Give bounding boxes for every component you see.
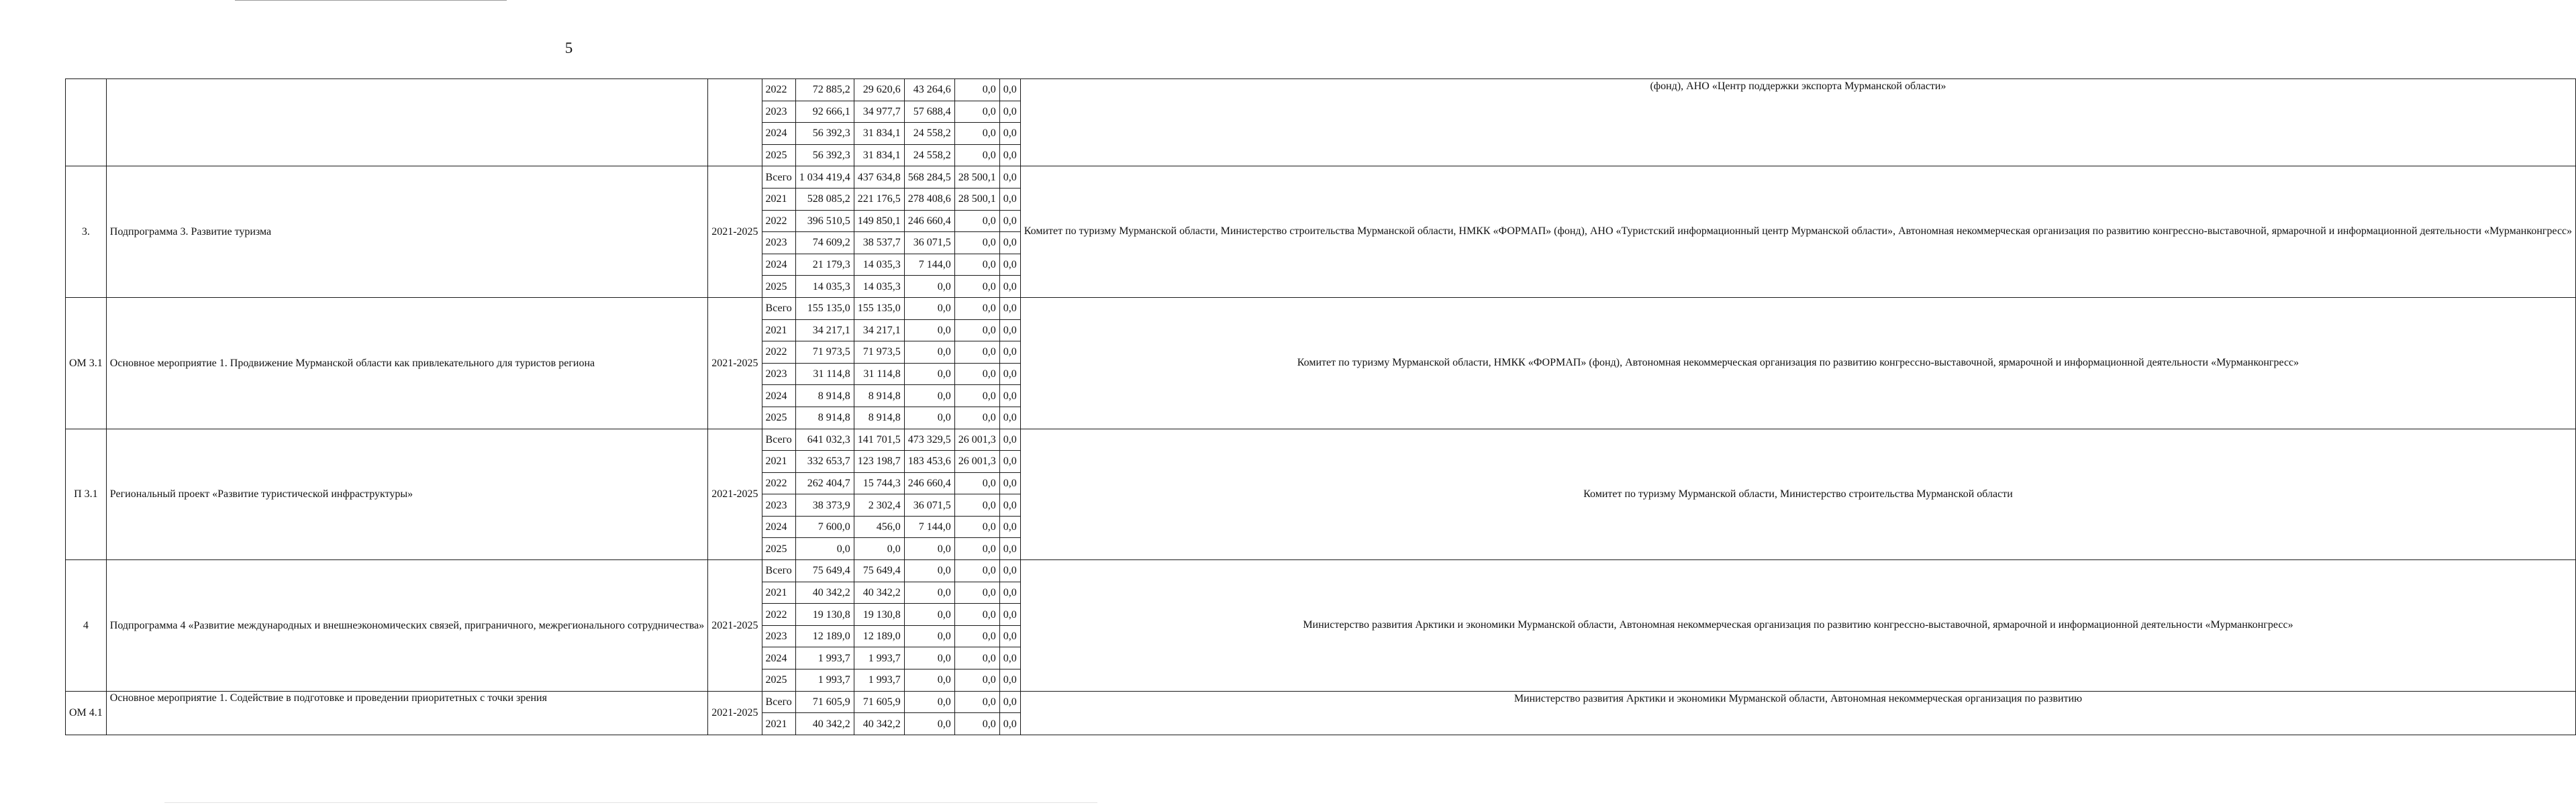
year-cell: 2023 bbox=[762, 363, 795, 385]
year-cell: 2025 bbox=[762, 407, 795, 429]
value-cell: 183 453,6 bbox=[904, 451, 954, 473]
year-cell: Всего bbox=[762, 560, 795, 582]
value-cell: 0,0 bbox=[999, 429, 1020, 451]
value-cell: 0,0 bbox=[904, 604, 954, 626]
year-cell: 2022 bbox=[762, 210, 795, 232]
value-cell: 28 500,1 bbox=[954, 188, 999, 210]
value-cell: 8 914,8 bbox=[854, 385, 904, 407]
value-cell: 0,0 bbox=[999, 713, 1020, 735]
value-cell: 0,0 bbox=[904, 341, 954, 364]
row-period: 2021-2025 bbox=[708, 429, 762, 560]
value-cell: 0,0 bbox=[999, 363, 1020, 385]
value-cell: 24 558,2 bbox=[904, 144, 954, 166]
value-cell: 0,0 bbox=[999, 210, 1020, 232]
value-cell: 31 114,8 bbox=[795, 363, 854, 385]
value-cell: 43 264,6 bbox=[904, 79, 954, 101]
value-cell: 0,0 bbox=[954, 516, 999, 538]
value-cell: 0,0 bbox=[954, 276, 999, 298]
value-cell: 246 660,4 bbox=[904, 472, 954, 494]
table-row bbox=[66, 79, 2576, 101]
value-cell: 0,0 bbox=[999, 144, 1020, 166]
value-cell: 437 634,8 bbox=[854, 166, 904, 189]
value-cell: 92 666,1 bbox=[795, 101, 854, 123]
value-cell: 0,0 bbox=[954, 297, 999, 319]
value-cell: 40 342,2 bbox=[795, 582, 854, 604]
year-cell: 2025 bbox=[762, 538, 795, 560]
value-cell: 0,0 bbox=[954, 341, 999, 364]
value-cell: 0,0 bbox=[999, 254, 1020, 276]
row-name: Основное мероприятие 1. Продвижение Мурманской области как привлекательного для туристов региона bbox=[106, 297, 707, 429]
year-cell: 2021 bbox=[762, 713, 795, 735]
value-cell: 0,0 bbox=[954, 363, 999, 385]
value-cell: 332 653,7 bbox=[795, 451, 854, 473]
value-cell: 0,0 bbox=[904, 560, 954, 582]
row-executor: (фонд), АНО «Центр поддержки экспорта Мурманской области» bbox=[1020, 79, 2575, 166]
value-cell: 0,0 bbox=[999, 669, 1020, 692]
value-cell: 21 179,3 bbox=[795, 254, 854, 276]
value-cell: 0,0 bbox=[999, 625, 1020, 647]
value-cell: 123 198,7 bbox=[854, 451, 904, 473]
value-cell: 75 649,4 bbox=[854, 560, 904, 582]
value-cell: 71 605,9 bbox=[854, 691, 904, 713]
value-cell: 1 993,7 bbox=[854, 647, 904, 669]
value-cell: 0,0 bbox=[954, 385, 999, 407]
value-cell: 0,0 bbox=[954, 713, 999, 735]
value-cell: 0,0 bbox=[904, 538, 954, 560]
year-cell: Всего bbox=[762, 297, 795, 319]
year-cell: 2024 bbox=[762, 385, 795, 407]
value-cell: 7 600,0 bbox=[795, 516, 854, 538]
row-code: ОМ 4.1 bbox=[66, 691, 107, 735]
value-cell: 528 085,2 bbox=[795, 188, 854, 210]
value-cell: 15 744,3 bbox=[854, 472, 904, 494]
value-cell: 396 510,5 bbox=[795, 210, 854, 232]
value-cell: 278 408,6 bbox=[904, 188, 954, 210]
year-cell: 2022 bbox=[762, 341, 795, 364]
value-cell: 31 834,1 bbox=[854, 123, 904, 145]
value-cell: 0,0 bbox=[954, 254, 999, 276]
value-cell: 0,0 bbox=[954, 79, 999, 101]
year-cell: 2025 bbox=[762, 144, 795, 166]
year-cell: 2021 bbox=[762, 582, 795, 604]
value-cell: 641 032,3 bbox=[795, 429, 854, 451]
value-cell: 0,0 bbox=[999, 582, 1020, 604]
year-cell: 2023 bbox=[762, 625, 795, 647]
value-cell: 0,0 bbox=[904, 407, 954, 429]
value-cell: 1 993,7 bbox=[854, 669, 904, 692]
value-cell: 0,0 bbox=[954, 625, 999, 647]
value-cell: 0,0 bbox=[999, 538, 1020, 560]
value-cell: 0,0 bbox=[954, 319, 999, 341]
value-cell: 0,0 bbox=[854, 538, 904, 560]
value-cell: 0,0 bbox=[904, 297, 954, 319]
row-name: Основное мероприятие 1. Содействие в подготовке и проведении приоритетных с точки зрения bbox=[106, 691, 707, 735]
table-row bbox=[66, 429, 2576, 451]
value-cell: 56 392,3 bbox=[795, 123, 854, 145]
value-cell: 0,0 bbox=[904, 669, 954, 692]
value-cell: 1 993,7 bbox=[795, 669, 854, 692]
value-cell: 262 404,7 bbox=[795, 472, 854, 494]
row-executor: Комитет по туризму Мурманской области, Министерство строительства Мурманской области bbox=[1020, 429, 2575, 560]
value-cell: 38 373,9 bbox=[795, 494, 854, 517]
row-executor: Комитет по туризму Мурманской области, Министерство строительства Мурманской области, НМКК «ФОРМАП» (фонд), АНО «Туристский информационный центр Мурманской области», Автономная некоммерческая организация по развитию конгрессно-выставочной, ярмарочной и информационной деятельности «Мурманконгресс» bbox=[1020, 166, 2575, 298]
value-cell: 14 035,3 bbox=[854, 276, 904, 298]
value-cell: 0,0 bbox=[999, 472, 1020, 494]
year-cell: Всего bbox=[762, 166, 795, 189]
value-cell: 71 973,5 bbox=[795, 341, 854, 364]
value-cell: 7 144,0 bbox=[904, 516, 954, 538]
value-cell: 8 914,8 bbox=[854, 407, 904, 429]
value-cell: 0,0 bbox=[999, 451, 1020, 473]
year-cell: 2024 bbox=[762, 123, 795, 145]
year-cell: 2022 bbox=[762, 604, 795, 626]
value-cell: 0,0 bbox=[904, 713, 954, 735]
value-cell: 473 329,5 bbox=[904, 429, 954, 451]
value-cell: 26 001,3 bbox=[954, 451, 999, 473]
row-name bbox=[106, 79, 707, 166]
row-period: 2021-2025 bbox=[708, 297, 762, 429]
value-cell: 0,0 bbox=[954, 669, 999, 692]
value-cell: 456,0 bbox=[854, 516, 904, 538]
value-cell: 31 834,1 bbox=[854, 144, 904, 166]
value-cell: 0,0 bbox=[795, 538, 854, 560]
value-cell: 0,0 bbox=[999, 319, 1020, 341]
value-cell: 34 217,1 bbox=[854, 319, 904, 341]
value-cell: 40 342,2 bbox=[795, 713, 854, 735]
year-cell: 2021 bbox=[762, 188, 795, 210]
value-cell: 12 189,0 bbox=[854, 625, 904, 647]
value-cell: 0,0 bbox=[904, 647, 954, 669]
value-cell: 149 850,1 bbox=[854, 210, 904, 232]
row-period: 2021-2025 bbox=[708, 560, 762, 692]
table-row bbox=[66, 560, 2576, 582]
year-cell: 2023 bbox=[762, 232, 795, 254]
value-cell: 0,0 bbox=[954, 560, 999, 582]
value-cell: 29 620,6 bbox=[854, 79, 904, 101]
value-cell: 2 302,4 bbox=[854, 494, 904, 517]
value-cell: 12 189,0 bbox=[795, 625, 854, 647]
value-cell: 1 993,7 bbox=[795, 647, 854, 669]
value-cell: 141 701,5 bbox=[854, 429, 904, 451]
value-cell: 0,0 bbox=[999, 297, 1020, 319]
value-cell: 0,0 bbox=[904, 276, 954, 298]
value-cell: 0,0 bbox=[904, 625, 954, 647]
value-cell: 71 605,9 bbox=[795, 691, 854, 713]
scan-artifact-bottom bbox=[164, 802, 1097, 803]
value-cell: 34 217,1 bbox=[795, 319, 854, 341]
value-cell: 0,0 bbox=[954, 647, 999, 669]
value-cell: 1 034 419,4 bbox=[795, 166, 854, 189]
row-period: 2021-2025 bbox=[708, 691, 762, 735]
value-cell: 0,0 bbox=[954, 123, 999, 145]
value-cell: 24 558,2 bbox=[904, 123, 954, 145]
value-cell: 0,0 bbox=[999, 188, 1020, 210]
row-code: 3. bbox=[66, 166, 107, 298]
year-cell: 2024 bbox=[762, 254, 795, 276]
value-cell: 72 885,2 bbox=[795, 79, 854, 101]
year-cell: 2024 bbox=[762, 647, 795, 669]
year-cell: 2021 bbox=[762, 319, 795, 341]
value-cell: 57 688,4 bbox=[904, 101, 954, 123]
value-cell: 26 001,3 bbox=[954, 429, 999, 451]
value-cell: 71 973,5 bbox=[854, 341, 904, 364]
budget-table bbox=[65, 78, 2576, 735]
value-cell: 0,0 bbox=[954, 538, 999, 560]
year-cell: 2024 bbox=[762, 516, 795, 538]
value-cell: 8 914,8 bbox=[795, 407, 854, 429]
value-cell: 155 135,0 bbox=[795, 297, 854, 319]
year-cell: 2021 bbox=[762, 451, 795, 473]
year-cell: Всего bbox=[762, 691, 795, 713]
value-cell: 0,0 bbox=[954, 210, 999, 232]
value-cell: 74 609,2 bbox=[795, 232, 854, 254]
value-cell: 0,0 bbox=[954, 604, 999, 626]
value-cell: 0,0 bbox=[954, 232, 999, 254]
year-cell: 2023 bbox=[762, 101, 795, 123]
value-cell: 0,0 bbox=[999, 560, 1020, 582]
value-cell: 7 144,0 bbox=[904, 254, 954, 276]
value-cell: 0,0 bbox=[999, 166, 1020, 189]
value-cell: 8 914,8 bbox=[795, 385, 854, 407]
value-cell: 0,0 bbox=[999, 232, 1020, 254]
row-period: 2021-2025 bbox=[708, 166, 762, 298]
value-cell: 568 284,5 bbox=[904, 166, 954, 189]
value-cell: 36 071,5 bbox=[904, 232, 954, 254]
value-cell: 28 500,1 bbox=[954, 166, 999, 189]
value-cell: 0,0 bbox=[999, 407, 1020, 429]
value-cell: 0,0 bbox=[904, 385, 954, 407]
value-cell: 0,0 bbox=[954, 101, 999, 123]
value-cell: 0,0 bbox=[954, 407, 999, 429]
table-row bbox=[66, 691, 2576, 713]
year-cell: 2022 bbox=[762, 79, 795, 101]
value-cell: 31 114,8 bbox=[854, 363, 904, 385]
value-cell: 0,0 bbox=[904, 691, 954, 713]
year-cell: 2025 bbox=[762, 276, 795, 298]
value-cell: 0,0 bbox=[954, 582, 999, 604]
value-cell: 0,0 bbox=[954, 494, 999, 517]
row-code bbox=[66, 79, 107, 166]
value-cell: 0,0 bbox=[904, 319, 954, 341]
table-row bbox=[66, 166, 2576, 189]
value-cell: 155 135,0 bbox=[854, 297, 904, 319]
value-cell: 19 130,8 bbox=[854, 604, 904, 626]
value-cell: 246 660,4 bbox=[904, 210, 954, 232]
value-cell: 0,0 bbox=[999, 276, 1020, 298]
value-cell: 0,0 bbox=[999, 691, 1020, 713]
row-code: ОМ 3.1 bbox=[66, 297, 107, 429]
value-cell: 56 392,3 bbox=[795, 144, 854, 166]
value-cell: 221 176,5 bbox=[854, 188, 904, 210]
year-cell: 2025 bbox=[762, 669, 795, 692]
value-cell: 40 342,2 bbox=[854, 582, 904, 604]
value-cell: 0,0 bbox=[954, 144, 999, 166]
row-period bbox=[708, 79, 762, 166]
year-cell: 2023 bbox=[762, 494, 795, 517]
row-name: Подпрограмма 3. Развитие туризма bbox=[106, 166, 707, 298]
value-cell: 38 537,7 bbox=[854, 232, 904, 254]
year-cell: 2022 bbox=[762, 472, 795, 494]
value-cell: 19 130,8 bbox=[795, 604, 854, 626]
year-cell: Всего bbox=[762, 429, 795, 451]
value-cell: 0,0 bbox=[999, 647, 1020, 669]
row-name: Подпрограмма 4 «Развитие международных и внешнеэкономических связей, приграничного, межрегионального сотрудничества» bbox=[106, 560, 707, 692]
row-executor: Комитет по туризму Мурманской области, НМКК «ФОРМАП» (фонд), Автономная некоммерческая организация по развитию конгрессно-выставочной, ярмарочной и информационной деятельности «Мурманконгресс» bbox=[1020, 297, 2575, 429]
row-executor: Министерство развития Арктики и экономики Мурманской области, Автономная некоммерческая организация по развитию bbox=[1020, 691, 2575, 735]
value-cell: 0,0 bbox=[999, 516, 1020, 538]
value-cell: 0,0 bbox=[954, 472, 999, 494]
value-cell: 0,0 bbox=[904, 363, 954, 385]
value-cell: 14 035,3 bbox=[854, 254, 904, 276]
value-cell: 0,0 bbox=[999, 123, 1020, 145]
page-number: 5 bbox=[564, 40, 573, 56]
value-cell: 0,0 bbox=[904, 582, 954, 604]
row-code: 4 bbox=[66, 560, 107, 692]
value-cell: 34 977,7 bbox=[854, 101, 904, 123]
value-cell: 14 035,3 bbox=[795, 276, 854, 298]
value-cell: 0,0 bbox=[999, 494, 1020, 517]
value-cell: 0,0 bbox=[999, 101, 1020, 123]
value-cell: 36 071,5 bbox=[904, 494, 954, 517]
row-code: П 3.1 bbox=[66, 429, 107, 560]
scan-artifact-top bbox=[235, 0, 507, 1]
value-cell: 0,0 bbox=[999, 604, 1020, 626]
value-cell: 0,0 bbox=[999, 79, 1020, 101]
value-cell: 75 649,4 bbox=[795, 560, 854, 582]
value-cell: 0,0 bbox=[999, 385, 1020, 407]
value-cell: 0,0 bbox=[954, 691, 999, 713]
value-cell: 0,0 bbox=[999, 341, 1020, 364]
value-cell: 40 342,2 bbox=[854, 713, 904, 735]
row-name: Региональный проект «Развитие туристической инфраструктуры» bbox=[106, 429, 707, 560]
row-executor: Министерство развития Арктики и экономики Мурманской области, Автономная некоммерческая организация по развитию конгрессно-выставочной, ярмарочной и информационной деятельности «Мурманконгресс» bbox=[1020, 560, 2575, 692]
table-row bbox=[66, 297, 2576, 319]
